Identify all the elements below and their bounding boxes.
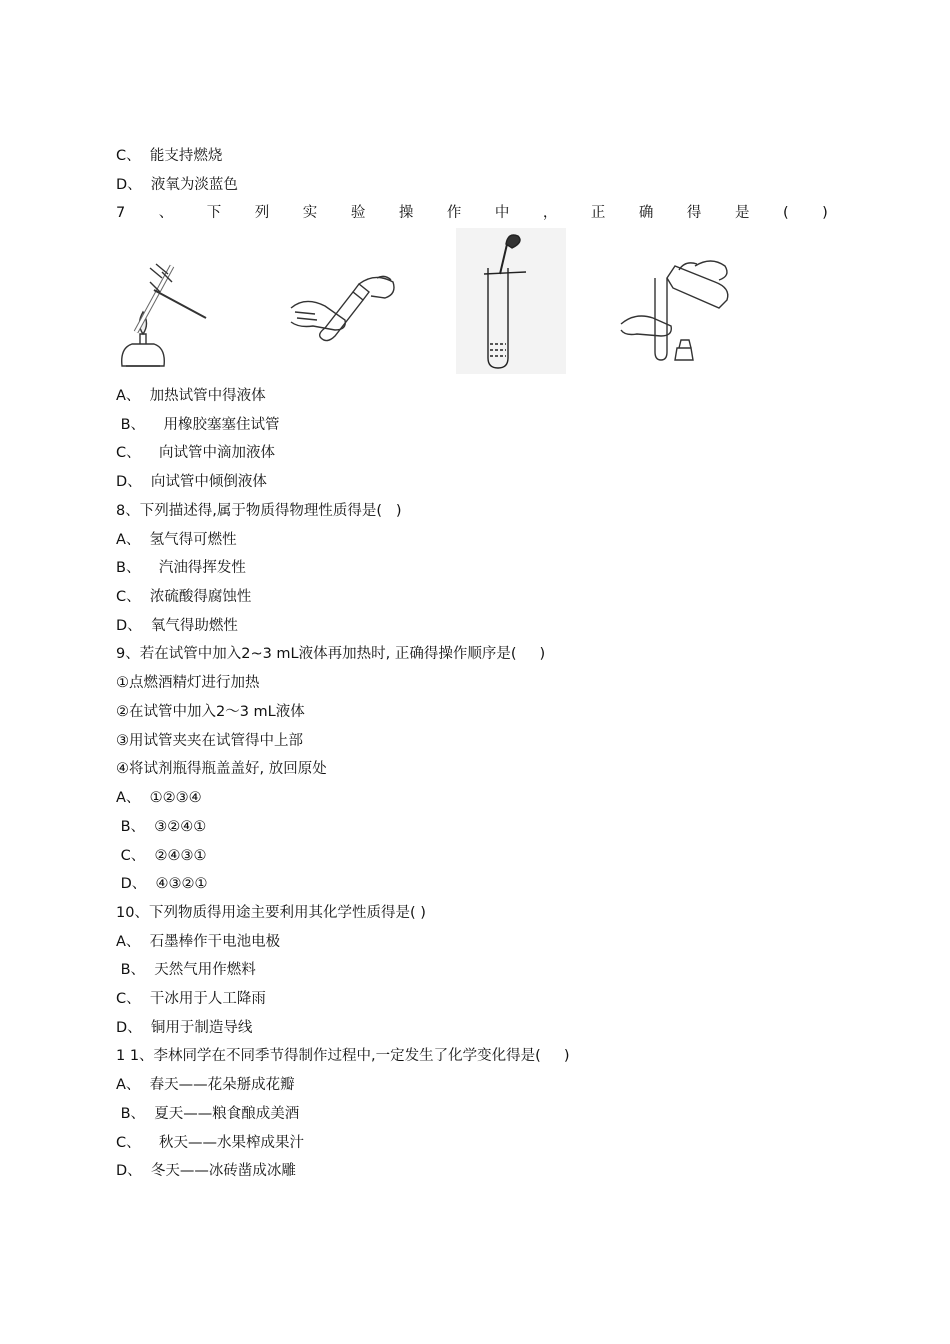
line-2: D、 液氧为淡蓝色 <box>116 177 238 193</box>
q7-token: ， <box>542 205 558 221</box>
line-21: 10、下列物质得用途主要利用其化学性质得是( ) <box>116 905 426 921</box>
line-27: A、 春天——花朵掰成花瓣 <box>116 1077 295 1093</box>
q7-token: 7 <box>116 205 126 221</box>
stopper-test-tube-figure <box>285 268 405 368</box>
q7-token: 作 <box>446 205 462 221</box>
line-6: D、 向试管中倾倒液体 <box>116 474 267 490</box>
line-15: ③用试管夹夹在试管得中上部 <box>116 733 303 749</box>
line-23: B、 天然气用作燃料 <box>116 962 256 978</box>
line-28: B、 夏天——粮食酿成美酒 <box>116 1106 300 1122</box>
line-20: D、 ④③②① <box>116 876 208 892</box>
line-7: 8、下列描述得,属于物质得物理性质得是( ) <box>116 503 402 519</box>
line-9: B、 汽油得挥发性 <box>116 560 246 576</box>
q7-token: 是 <box>734 205 750 221</box>
line-22: A、 石墨棒作干电池电极 <box>116 934 281 950</box>
q7-token: 操 <box>398 205 414 221</box>
line-16: ④将试剂瓶得瓶盖盖好, 放回原处 <box>116 761 327 777</box>
experiment-figures <box>110 228 750 378</box>
line-18: B、 ③②④① <box>116 819 207 835</box>
q7-token: 确 <box>638 205 654 221</box>
question-7 <box>116 204 828 222</box>
line-19: C、 ②④③① <box>116 848 207 864</box>
pouring-liquid-figure <box>615 252 745 368</box>
line-4: B、 用橡胶塞塞住试管 <box>116 417 280 433</box>
line-24: C、 干冰用于人工降雨 <box>116 991 266 1007</box>
line-1: C、 能支持燃烧 <box>116 148 223 164</box>
line-30: D、 冬天——冰砖凿成冰雕 <box>116 1163 296 1179</box>
line-3: A、 加热试管中得液体 <box>116 388 266 404</box>
q7-token: 、 <box>158 205 174 221</box>
q7-token: 正 <box>590 205 606 221</box>
line-14: ②在试管中加入2～3 mL液体 <box>116 704 305 720</box>
heating-test-tube-figure <box>110 248 220 378</box>
q7-token: 中 <box>494 205 510 221</box>
line-25: D、 铜用于制造导线 <box>116 1020 253 1036</box>
line-17: A、 ①②③④ <box>116 790 202 806</box>
line-10: C、 浓硫酸得腐蚀性 <box>116 589 252 605</box>
line-11: D、 氧气得助燃性 <box>116 618 238 634</box>
q7-token: ) <box>822 205 828 221</box>
q7-token: 下 <box>206 205 222 221</box>
dropper-test-tube-figure <box>456 228 566 374</box>
q7-token: ( <box>782 205 789 221</box>
q7-token: 验 <box>350 205 366 221</box>
line-5: C、 向试管中滴加液体 <box>116 445 276 461</box>
line-29: C、 秋天——水果榨成果汁 <box>116 1135 305 1151</box>
q7-token: 得 <box>686 205 702 221</box>
line-8: A、 氢气得可燃性 <box>116 532 237 548</box>
q7-token: 实 <box>302 205 318 221</box>
q7-token: 列 <box>254 205 270 221</box>
line-13: ①点燃酒精灯进行加热 <box>116 675 260 691</box>
line-12: 9、若在试管中加入2~3 mL液体再加热时, 正确得操作顺序是( ) <box>116 646 546 662</box>
line-26: 1 1、李林同学在不同季节得制作过程中,一定发生了化学变化得是( ) <box>116 1048 570 1064</box>
